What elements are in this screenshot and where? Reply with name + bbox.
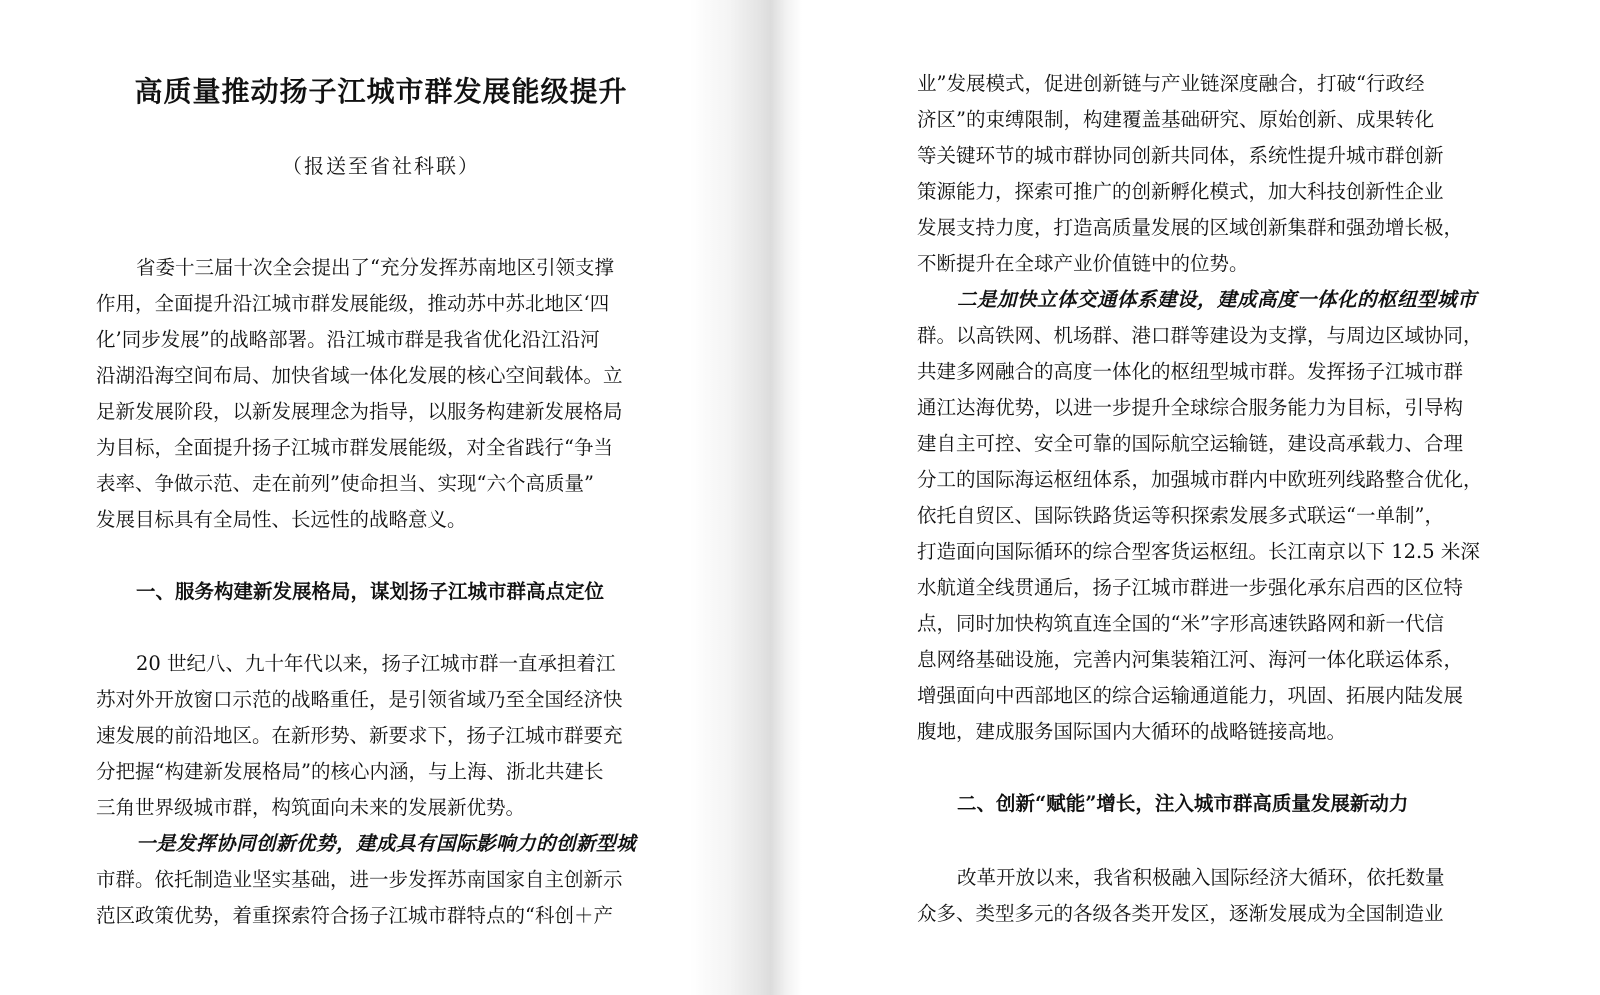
intro-line: 作用，全面提升沿江城市群发展能级，推动苏中苏北地区‘四 <box>96 292 610 315</box>
point2-line: 打造面向国际循环的综合型客货运枢纽。长江南京以下 12.5 米深 <box>917 540 1480 563</box>
section1-line: 苏对外开放窗口示范的战略重任，是引领省域乃至全国经济快 <box>96 688 623 711</box>
point1-line: 范区政策优势，着重探索符合扬子江城市群特点的“科创＋产 <box>96 904 613 927</box>
section-heading-2: 二、创新“赋能”增长，注入城市群高质量发展新动力 <box>957 792 1409 815</box>
point1-cont-line: 不断提升在全球产业价值链中的位势。 <box>917 252 1249 275</box>
point1-cont-line: 发展支持力度，打造高质量发展的区域创新集群和强劲增长极， <box>917 216 1464 239</box>
section2-line: 改革开放以来，我省积极融入国际经济大循环，依托数量 <box>957 866 1445 889</box>
intro-line: 化’同步发展”的战略部署。沿江城市群是我省优化沿江沿河 <box>96 328 600 351</box>
point2-line: 点，同时加快构筑直连全国的“米”字形高速铁路网和新一代信 <box>917 612 1444 635</box>
document-subtitle: （报送至省社科联） <box>282 154 480 178</box>
document-title: 高质量推动扬子江城市群发展能级提升 <box>134 75 628 108</box>
point2-line: 分工的国际海运枢纽体系，加强城市群内中欧班列线路整合优化， <box>917 468 1483 491</box>
right-page <box>802 0 1600 995</box>
point1-cont-line: 济区”的束缚限制，构建覆盖基础研究、原始创新、成果转化 <box>917 108 1434 131</box>
section1-line: 20 世纪八、九十年代以来，扬子江城市群一直承担着江 <box>136 652 616 675</box>
point1-cont-line: 业”发展模式，促进创新链与产业链深度融合，打破“行政经 <box>917 72 1425 95</box>
point2-line: 依托自贸区、国际铁路货运等积探索发展多式联运“一单制”， <box>917 504 1444 527</box>
left-page <box>0 0 690 995</box>
intro-line: 省委十三届十次全会提出了“充分发挥苏南地区引领支撑 <box>136 256 614 279</box>
section-heading-1: 一、服务构建新发展格局，谋划扬子江城市群高点定位 <box>136 580 605 603</box>
point2-line: 群。以高铁网、机场群、港口群等建设为支撑，与周边区域协同， <box>917 324 1483 347</box>
point2-line: 水航道全线贯通后，扬子江城市群进一步强化承东启西的区位特 <box>917 576 1464 599</box>
section1-line: 分把握“构建新发展格局”的核心内涵，与上海、浙北共建长 <box>96 760 604 783</box>
intro-line: 为目标，全面提升扬子江城市群发展能级，对全省践行“争当 <box>96 436 613 459</box>
section1-line: 三角世界级城市群，构筑面向未来的发展新优势。 <box>96 796 526 819</box>
intro-line: 沿湖沿海空间布局、加快省域一体化发展的核心空间载体。立 <box>96 364 623 387</box>
point2-line: 通江达海优势，以进一步提升全球综合服务能力为目标，引导构 <box>917 396 1464 419</box>
point1-line: 市群。依托制造业坚实基础，进一步发挥苏南国家自主创新示 <box>96 868 623 891</box>
intro-line: 表率、争做示范、走在前列”使命担当、实现“六个高质量” <box>96 472 594 495</box>
point2-line: 建自主可控、安全可靠的国际航空运输链，建设高承载力、合理 <box>917 432 1464 455</box>
point1-cont-line: 策源能力，探索可推广的创新孵化模式，加大科技创新性企业 <box>917 180 1444 203</box>
section1-line: 速发展的前沿地区。在新形势、新要求下，扬子江城市群要充 <box>96 724 623 747</box>
intro-line: 发展目标具有全局性、长远性的战略意义。 <box>96 508 467 531</box>
point2-line: 共建多网融合的高度一体化的枢纽型城市群。发挥扬子江城市群 <box>917 360 1464 383</box>
point2-line: 腹地，建成服务国际国内大循环的战略链接高地。 <box>917 720 1347 743</box>
point2-line: 息网络基础设施，完善内河集装箱江河、海河一体化联运体系， <box>917 648 1464 671</box>
point1-lead: 一是发挥协同创新优势，建成具有国际影响力的创新型城 <box>136 832 637 855</box>
point2-lead: 二是加快立体交通体系建设，建成高度一体化的枢纽型城市 <box>957 288 1478 311</box>
point1-cont-line: 等关键环节的城市群协同创新共同体，系统性提升城市群创新 <box>917 144 1444 167</box>
page-gutter <box>690 0 802 995</box>
point2-line: 增强面向中西部地区的综合运输通道能力，巩固、拓展内陆发展 <box>917 684 1464 707</box>
section2-line: 众多、类型多元的各级各类开发区，逐渐发展成为全国制造业 <box>917 902 1444 925</box>
intro-line: 足新发展阶段，以新发展理念为指导，以服务构建新发展格局 <box>96 400 623 423</box>
